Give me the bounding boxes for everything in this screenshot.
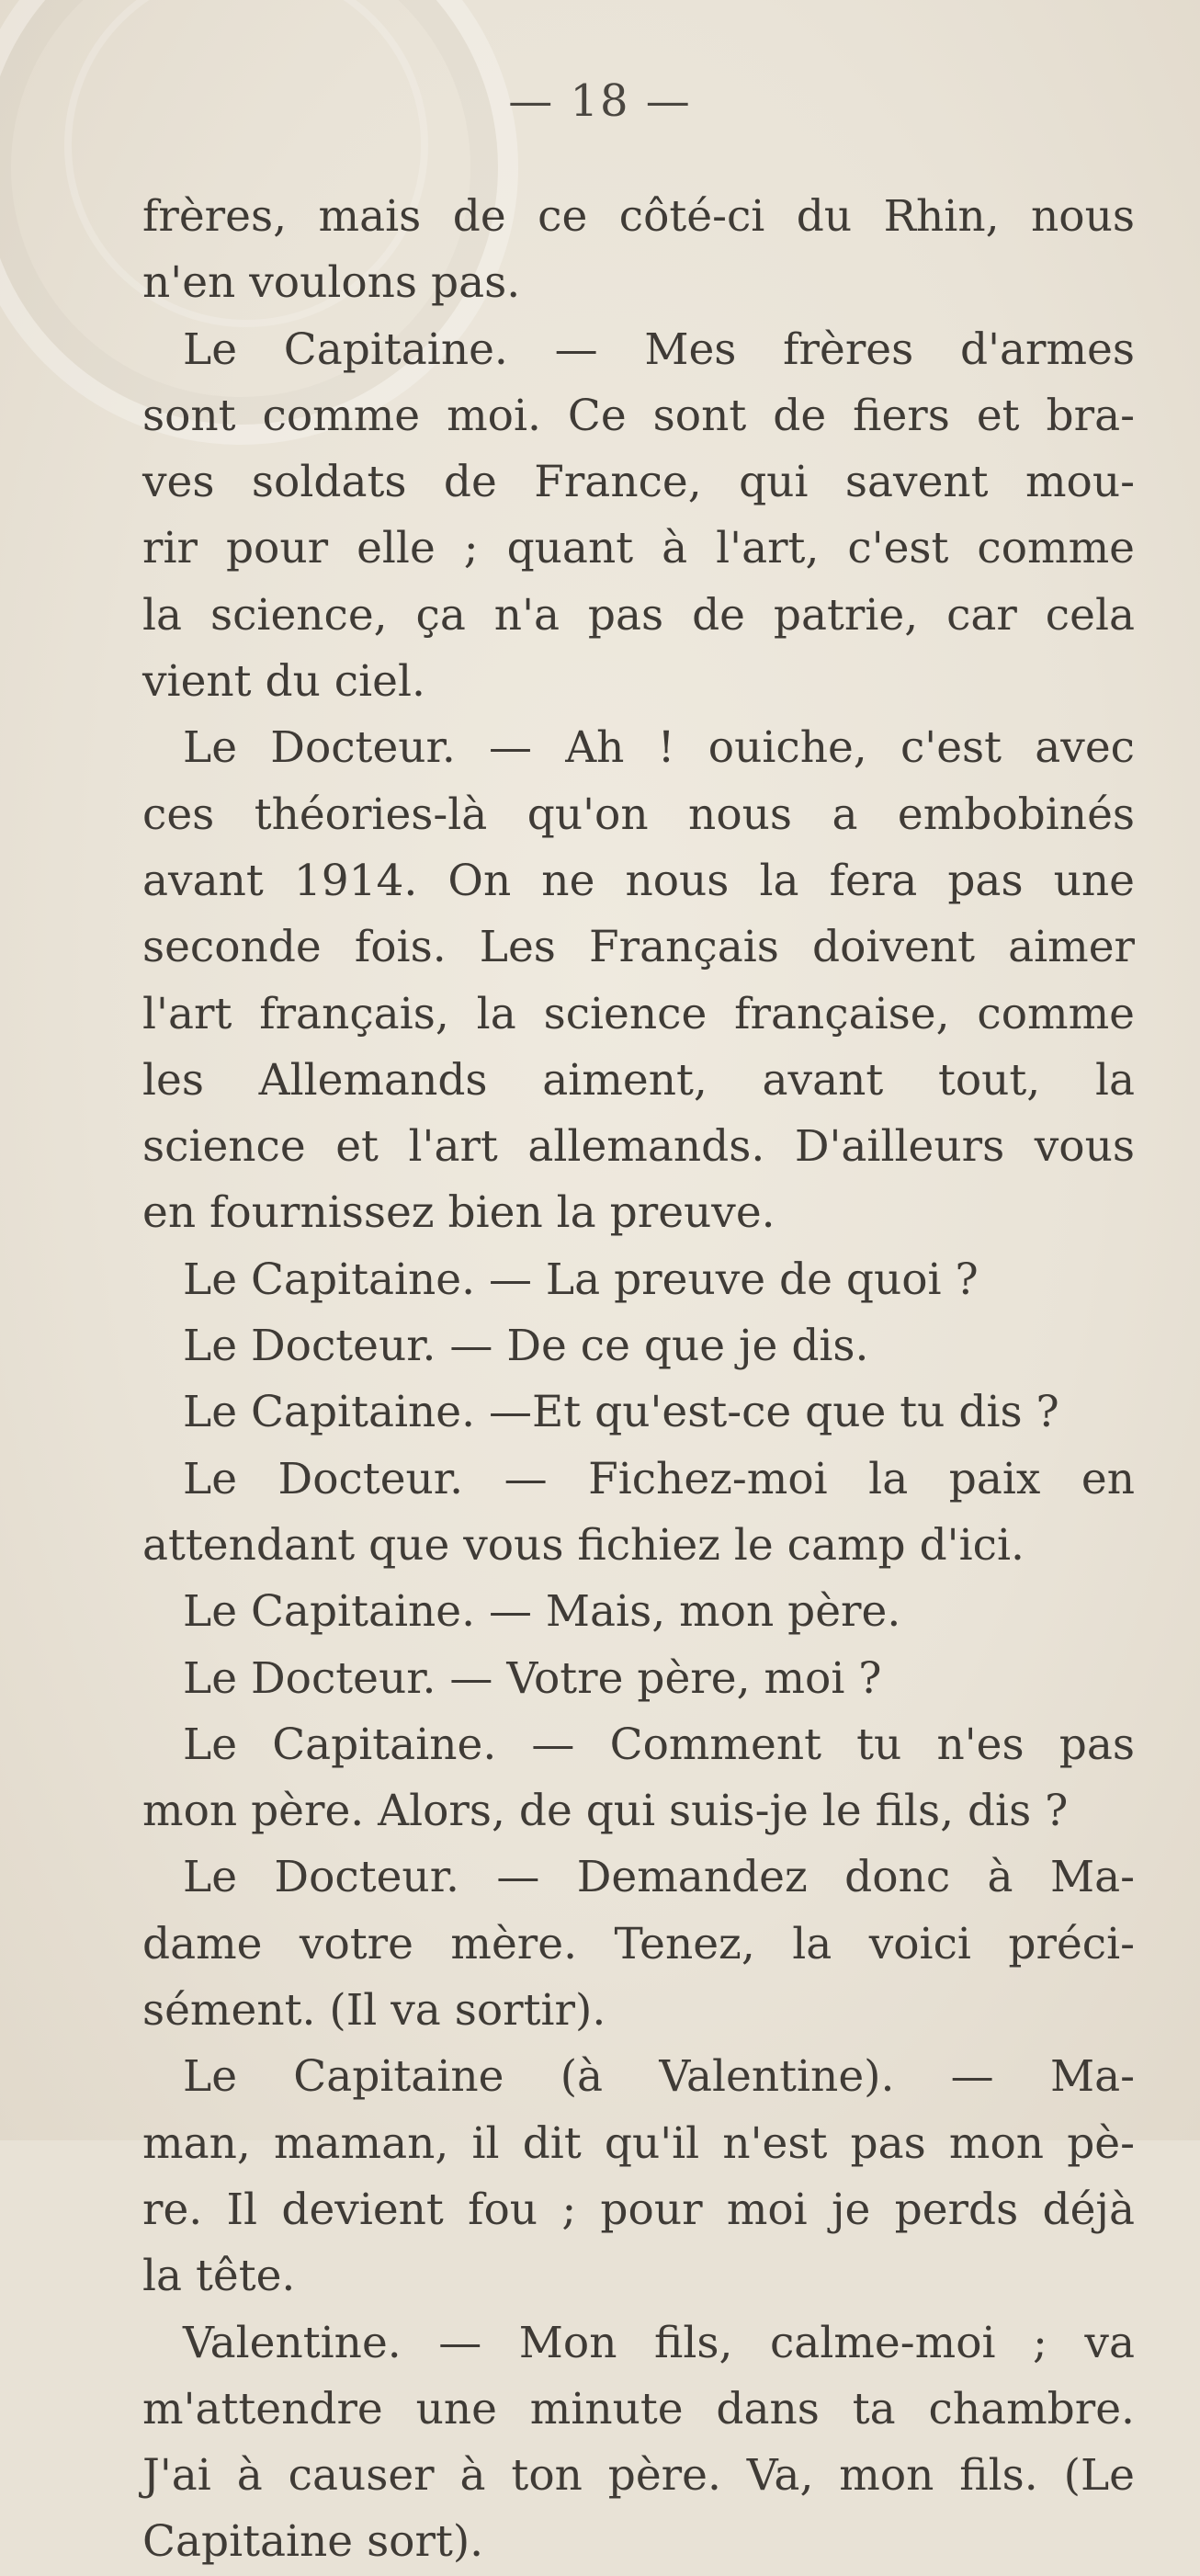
text-line: ces théories-là qu'on nous a embobinés — [142, 789, 1135, 840]
text-line: seconde fois. Les Français doivent aimer — [142, 922, 1135, 973]
text-line: Le Capitaine. — La preuve de quoi ? — [183, 1254, 979, 1305]
text-line: Capitaine sort). — [142, 2516, 484, 2568]
text-line: ves soldats de France, qui savent mou- — [142, 457, 1135, 508]
text-line: Le Docteur. — Ah ! ouiche, c'est avec — [183, 722, 1135, 774]
text-line: les Allemands aiment, avant tout, la — [142, 1054, 1135, 1106]
text-line: la tête. — [142, 2251, 296, 2302]
text-line: avant 1914. On ne nous la fera pas une — [142, 855, 1135, 906]
text-line: Le Capitaine. — Comment tu n'es pas — [183, 1719, 1135, 1770]
text-line: m'attendre une minute dans ta chambre. — [142, 2383, 1135, 2434]
text-line: man, maman, il dit qu'il n'est pas mon pè- — [142, 2117, 1135, 2169]
page-text — [142, 184, 1135, 2576]
text-line: dame votre mère. Tenez, la voici préci- — [142, 1918, 1135, 1969]
text-line: l'art français, la science française, comme — [142, 988, 1135, 1039]
text-line: la science, ça n'a pas de patrie, car cela — [142, 589, 1135, 641]
text-line: attendant que vous fichiez le camp d'ici. — [142, 1519, 1025, 1571]
text-line: Le Capitaine. — Mes frères d'armes — [183, 323, 1135, 375]
text-line: Le Docteur. — Fichez-moi la paix en — [183, 1453, 1135, 1504]
text-line: Le Capitaine. — Mais, mon père. — [183, 1586, 901, 1638]
text-line: J'ai à causer à ton père. Va, mon fils. (Le — [142, 2450, 1135, 2502]
text-line: n'en voulons pas. — [142, 257, 521, 309]
text-line: mon père. Alors, de qui suis-je le fils, dis ? — [142, 1786, 1069, 1837]
text-line: re. Il devient fou ; pour moi je perds déjà — [142, 2184, 1135, 2235]
text-line: Le Docteur. — De ce que je dis. — [183, 1321, 869, 1372]
text-line: Le Capitaine (à Valentine). — Ma- — [183, 2051, 1135, 2103]
text-line: sément. (Il va sortir). — [142, 1985, 606, 2037]
text-line: rir pour elle ; quant à l'art, c'est comme — [142, 523, 1135, 574]
text-line: en fournissez bien la preuve. — [142, 1187, 775, 1239]
page-number: — 18 — — [508, 75, 692, 127]
text-line: frères, mais de ce côté-ci du Rhin, nous — [142, 191, 1135, 242]
text-line: Le Capitaine. —Et qu'est-ce que tu dis ? — [183, 1387, 1059, 1438]
text-line: Le Docteur. — Demandez donc à Ma- — [183, 1852, 1135, 1903]
text-line: Le Docteur. — Votre père, moi ? — [183, 1652, 882, 1704]
text-line: vient du ciel. — [142, 656, 425, 708]
text-line: Valentine. — Mon fils, calme-moi ; va — [183, 2317, 1135, 2368]
text-line: science et l'art allemands. D'ailleurs vous — [142, 1121, 1135, 1173]
text-line: sont comme moi. Ce sont de fiers et bra- — [142, 390, 1135, 441]
